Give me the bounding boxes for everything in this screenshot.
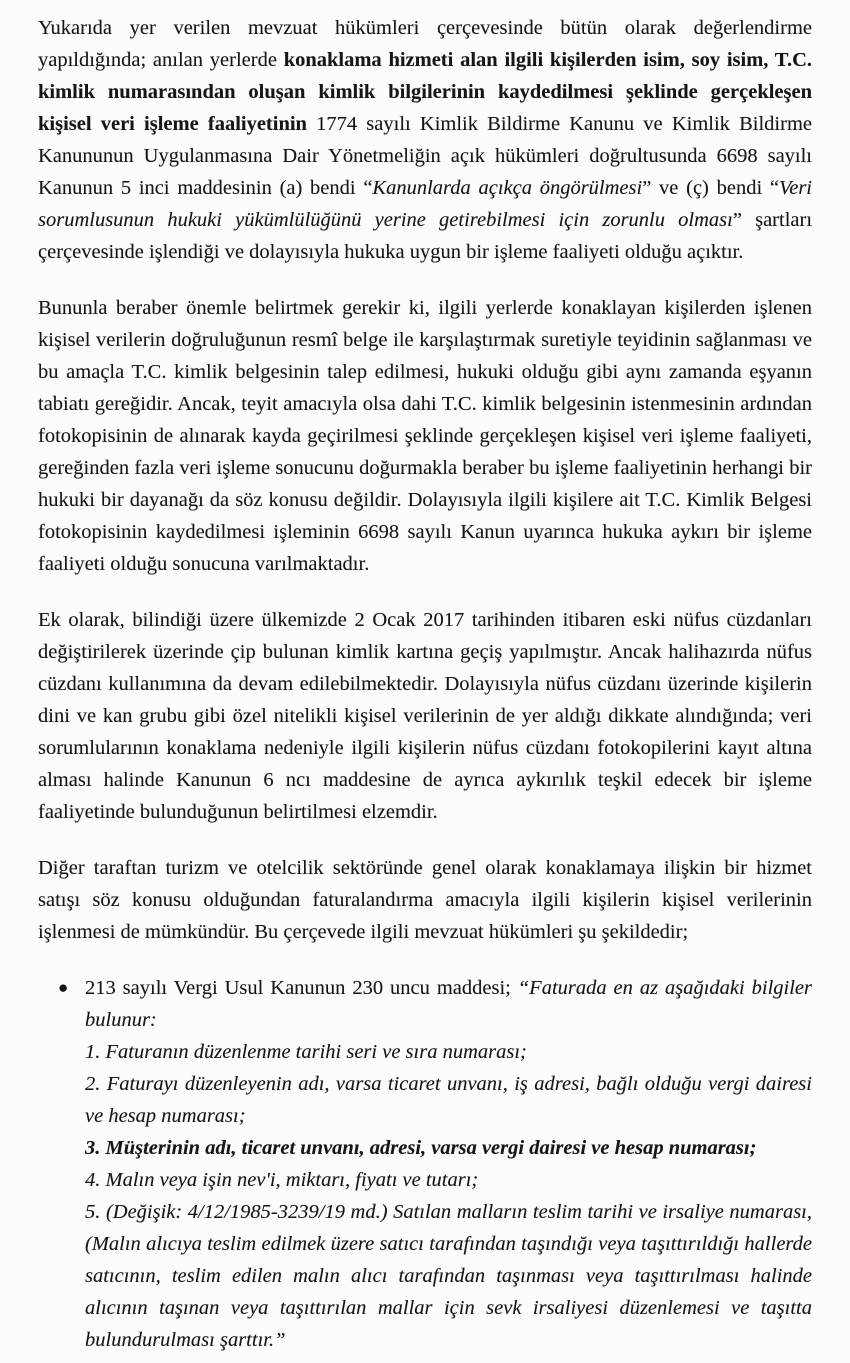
text-segment: Yukarıda yer verilen mevzuat hükümleri çerçevesinde bütün olarak değerlendirme yapıldığında; anılan yerlerde [38, 17, 812, 71]
text-segment: 1. Faturanın düzenlenme tarihi seri ve sıra numarası; [85, 1041, 527, 1063]
bullet-sub-item [85, 1164, 812, 1196]
text-segment: 213 sayılı Vergi Usul Kanunun 230 uncu maddesi; [85, 977, 518, 999]
text-segment: 5. (Değişik: 4/12/1985-3239/19 md.) Satılan malların teslim tarihi ve irsaliye numarası, (Malın alıcıya teslim edilmek üzere satıcı tarafından taşındığı veya taşıttırıldığı hallerde satıcının, teslim edilen malın alıcı tarafından taşınması veya taşıttırılması halinde alıcının taşınan veya taşıttırılan mallar için sevk irsaliyesi düzenlemesi ve taşıtta bulundurulması şarttır.” [85, 1201, 812, 1351]
text-segment: Diğer taraftan turizm ve otelcilik sektöründe genel olarak konaklamaya ilişkin bir hizmet satışı söz konusu olduğundan faturalandırma amacıyla ilgili kişilerin kişisel verilerinin işlenmesi de mümkündür. Bu çerçevede ilgili mevzuat hükümleri şu şekildedir; [38, 857, 812, 943]
bullet-marker-icon: ● [58, 978, 69, 997]
text-segment: Veri sorumlusunun hukuki yükümlülüğünü yerine getirebilmesi için zorunlu olması [38, 177, 813, 231]
bullet-body [85, 972, 812, 1356]
bullet-intro-line [85, 972, 812, 1036]
text-segment: 3. Müşterinin adı, ticaret unvanı, adresi, varsa vergi dairesi ve hesap numarası; [85, 1137, 757, 1159]
text-segment: 1774 sayılı Kimlik Bildirme Kanunu ve Kimlik Bildirme Kanununun Uygulanmasına Dair Yönetmeliğin açık hükümleri doğrultusunda 6698 sayılı Kanunun 5 inci maddesinin (a) bendi “ [38, 113, 812, 199]
text-segment: konaklama hizmeti alan ilgili kişilerden isim, soy isim, T.C. kimlik numarasından oluşan kimlik bilgilerinin kaydedilmesi şeklinde gerçekleşen kişisel veri işleme faaliyetinin [38, 49, 812, 135]
bullet-item-vergi-usul-kanunu [38, 972, 812, 1356]
bullet-sub-item [85, 1196, 812, 1356]
paragraph-invoicing [38, 852, 812, 948]
text-segment: Kanunlarda açıkça öngörülmesi [372, 177, 643, 199]
paragraph-old-id-cards [38, 604, 812, 828]
text-segment: Bununla beraber önemle belirtmek gerekir ki, ilgili yerlerde konaklayan kişilerden işlenen kişisel verilerin doğruluğunun resmî belge ile karşılaştırmak suretiyle teyidinin sağlanması ve bu amaçla T.C. kimlik belgesinin talep edilmesi, hukuki olduğu gibi aynı zamanda eşyanın tabiatı gereğidir. Ancak, teyit amacıyla olsa dahi T.C. kimlik belgesinin istenmesinin ardından fotokopisinin de alınarak kayda geçirilmesi şeklinde gerçekleşen kişisel veri işleme faaliyeti, gereğinden fazla veri işleme sonucunu doğurmakla beraber bu işleme faaliyetinin herhangi bir hukuki bir dayanağı da söz konusu değildir. Dolayısıyla ilgili kişilere ait T.C. Kimlik Belgesi fotokopisinin kaydedilmesi işleminin 6698 sayılı Kanun uyarınca hukuka aykırı bir işleme faaliyeti olduğu sonucuna varılmaktadır. [38, 297, 812, 575]
bullet-sub-item [85, 1132, 812, 1164]
bullet-sub-item [85, 1068, 812, 1132]
paragraph-id-copy-unlawful [38, 292, 812, 580]
text-segment: ” ve (ç) bendi “ [642, 177, 779, 199]
text-segment: 2. Faturayı düzenleyenin adı, varsa ticaret unvanı, iş adresi, bağlı olduğu vergi dairesi ve hesap numarası; [85, 1073, 812, 1127]
text-segment: Ek olarak, bilindiği üzere ülkemizde 2 Ocak 2017 tarihinden itibaren eski nüfus cüzdanları değiştirilerek üzerinde çip bulunan kimlik kartına geçiş yapılmıştır. Ancak halihazırda nüfus cüzdanı kullanımına da devam edilebilmektedir. Dolayısıyla nüfus cüzdanı üzerinde kişilerin dini ve kan grubu gibi özel nitelikli kişisel verilerinin de yer aldığı dikkate alındığında; veri sorumlularının konaklama nedeniyle ilgili kişilerin nüfus cüzdanı fotokopilerini kayıt altına alması halinde Kanunun 6 ncı maddesine de ayrıca aykırılık teşkil edecek bir işleme faaliyetinde bulunduğunun belirtilmesi elzemdir. [38, 609, 812, 823]
text-segment: ” şartları çerçevesinde işlendiği ve dolayısıyla hukuka uygun bir işleme faaliyeti olduğu açıktır. [38, 209, 813, 263]
bullet-sub-items [85, 1036, 812, 1356]
paragraph-legal-assessment [38, 12, 812, 268]
text-segment: 4. Malın veya işin nev'i, miktarı, fiyatı ve tutarı; [85, 1169, 479, 1191]
text-segment: “Faturada en az aşağıdaki bilgiler bulunur: [85, 977, 813, 1031]
bullet-sub-item [85, 1036, 812, 1068]
